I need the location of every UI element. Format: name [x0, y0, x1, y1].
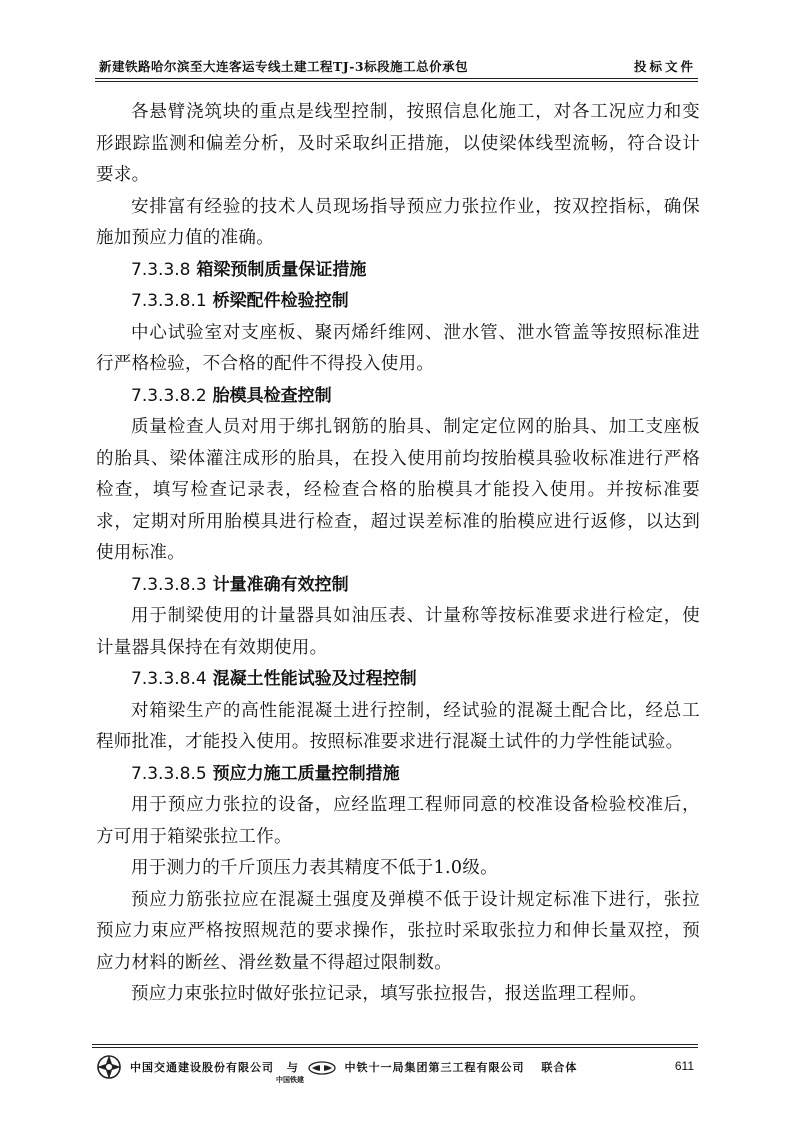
footer-company-2: 中铁十一局集团第三工程有限公司 — [344, 1061, 525, 1074]
section-heading — [96, 759, 700, 791]
paragraph: 质量检查人员对用于绑扎钢筋的胎具、制定定位网的胎具、加工支座板的胎具、梁体灌注成形的胎具，在投入使用前均按胎模具验收标准进行严格检查，填写检查记录表，经检查合格的胎模具才能投入使用。并按标准要求，定期对所用胎模具进行检查，超过误差标准的胎模应进行返修，以达到使用标准。 — [96, 417, 700, 563]
section-number: 7.3.3.8.3 — [131, 574, 207, 595]
section-title: 桥梁配件检验控制 — [212, 291, 349, 311]
section-heading — [96, 664, 700, 696]
footer-connector: 与 — [286, 1061, 299, 1074]
section-title: 胎模具检查控制 — [212, 385, 332, 406]
header-divider-thin — [95, 81, 698, 82]
page-number: 611 — [674, 1059, 694, 1073]
section-number: 7.3.3.8.2 — [131, 385, 207, 406]
page-header — [95, 54, 698, 76]
page-footer — [92, 1044, 698, 1084]
section-title: 混凝土性能试验及过程控制 — [212, 669, 417, 689]
footer-joint-venture — [130, 1059, 577, 1075]
section-number: 7.3.3.8 — [131, 259, 191, 280]
cccc-logo-icon — [96, 1054, 122, 1080]
paragraph: 对箱梁生产的高性能混凝土进行控制，经试验的混凝土配合比，经总工程师批准，才能投入使用。按照标准要求进行混凝土试件的力学性能试验。 — [96, 700, 700, 752]
footer-joint-label: 联合体 — [541, 1061, 578, 1074]
section-heading — [96, 381, 700, 413]
section-title: 预应力施工质量控制措施 — [212, 763, 400, 784]
paragraph: 各悬臂浇筑块的重点是线型控制，按照信息化施工，对各工况应力和变形跟踪监测和偏差分析，及时采取纠正措施，以使梁体线型流畅，符合设计要求。 — [96, 102, 700, 185]
paragraph: 安排富有经验的技术人员现场指导预应力张拉作业，按双控指标，确保施加预应力值的准确。 — [96, 196, 700, 248]
paragraph: 中心试验室对支座板、聚丙烯纤维网、泄水管、泄水管盖等按照标准进行严格检验，不合格的配件不得投入使用。 — [96, 322, 700, 374]
paragraph: 用于制梁使用的计量器具如油压表、计量称等按标准要求进行检定，使计量器具保持在有效期使用。 — [96, 606, 700, 658]
header-divider — [95, 78, 698, 79]
footer-divider-thin — [92, 1044, 698, 1045]
section-title: 计量准确有效控制 — [212, 574, 349, 595]
section-number: 7.3.3.8.1 — [131, 291, 207, 311]
header-project-title: 新建铁路哈尔滨至大连客运专线土建工程TJ-3标段施工总价承包 — [99, 59, 469, 74]
page-body — [96, 97, 700, 1011]
paragraph: 预应力筋张拉应在混凝土强度及弹模不低于设计规定标准下进行，张拉预应力束应严格按照规范的要求操作，张拉时采取张拉力和伸长量双控，预应力材料的断丝、滑丝数量不得超过限制数。 — [96, 889, 700, 973]
footer-company-1: 中国交通建设股份有限公司 — [130, 1061, 274, 1074]
paragraph: 用于测力的千斤顶压力表其精度不低于1.0级。 — [131, 858, 498, 878]
paragraph: 预应力束张拉时做好张拉记录，填写张拉报告，报送监理工程师。 — [131, 984, 648, 1004]
section-heading — [96, 570, 700, 602]
footer-divider — [92, 1047, 698, 1048]
header-document-type: 投标文件 — [633, 59, 696, 74]
section-number: 7.3.3.8.4 — [131, 669, 207, 689]
section-number: 7.3.3.8.5 — [131, 763, 207, 784]
section-heading — [96, 255, 700, 287]
paragraph: 用于预应力张拉的设备，应经监理工程师同意的校准设备检验校准后，方可用于箱梁张拉工作。 — [96, 795, 700, 847]
section-title: 箱梁预制质量保证措施 — [196, 259, 367, 280]
section-heading — [96, 286, 700, 318]
crcc-logo-icon — [308, 1061, 336, 1075]
crcc-logo-caption: 中国铁建 — [276, 1075, 304, 1084]
